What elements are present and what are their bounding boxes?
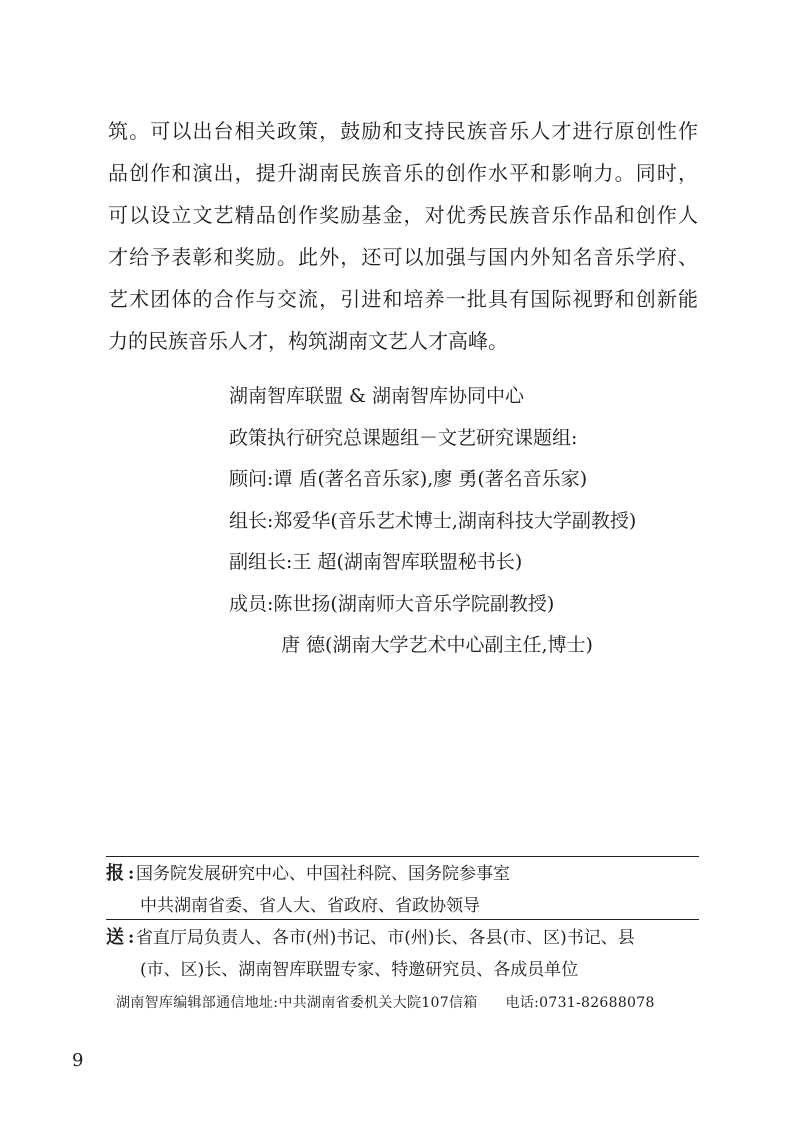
page-number: 9: [72, 1050, 84, 1071]
signature-deputy: 副组长:王 超(湖南智库联盟秘书长): [229, 551, 523, 573]
body-line: 才给予表彰和奖励。此外，还可以加强与国内外知名音乐学府、: [108, 245, 698, 269]
send-to-block: [106, 922, 699, 986]
signature-member: 成员:陈世扬(湖南师大音乐学院副教授): [229, 592, 555, 615]
report-to-block: [106, 858, 699, 922]
footer-address: 湖南智库编辑部通信地址:中共湖南省委机关大院107信箱: [116, 995, 478, 1011]
signature-block: [229, 376, 699, 667]
footer-phone: 电话:0731-82688078: [505, 995, 655, 1011]
send-recipients: (市、区)长、湖南智库联盟专家、特邀研究员、各成员单位: [140, 960, 579, 980]
report-colon: :: [128, 864, 135, 884]
report-recipients: 中共湖南省委、省人大、省政府、省政协领导: [140, 896, 480, 916]
signature-leader: 组长:郑爱华(音乐艺术博士,湖南科技大学副教授): [229, 509, 637, 532]
send-recipients: 省直厅局负责人、各市(州)书记、市(州)长、各县(市、区)书记、县: [136, 928, 635, 948]
signature-member: 唐 德(湖南大学艺术中心副主任,博士): [281, 634, 593, 656]
body-line: 力的民族音乐人才，构筑湖南文艺人才高峰。: [108, 329, 508, 353]
signature-org: 湖南智库联盟 & 湖南智库协同中心: [229, 385, 524, 407]
body-line: 可以设立文艺精品创作奖励基金，对优秀民族音乐作品和创作人: [108, 203, 698, 227]
send-colon: :: [128, 928, 135, 948]
body-paragraph: [108, 110, 698, 362]
footer-contact: [116, 992, 655, 1012]
body-line: 筑。可以出台相关政策，鼓励和支持民族音乐人才进行原创性作: [108, 119, 698, 143]
body-line: 品创作和演出，提升湖南民族音乐的创作水平和影响力。同时，: [108, 161, 698, 185]
send-label: 送: [106, 927, 124, 948]
middle-divider: [106, 919, 699, 920]
signature-group: 政策执行研究总课题组－文艺研究课题组:: [229, 426, 578, 449]
body-line: 艺术团体的合作与交流，引进和培养一批具有国际视野和创新能: [108, 287, 698, 311]
report-recipients: 国务院发展研究中心、中国社科院、国务院参事室: [136, 864, 510, 884]
report-label: 报: [106, 863, 124, 884]
top-divider: [106, 856, 699, 857]
signature-advisor: 顾问:谭 盾(著名音乐家),廖 勇(著名音乐家): [229, 468, 588, 490]
